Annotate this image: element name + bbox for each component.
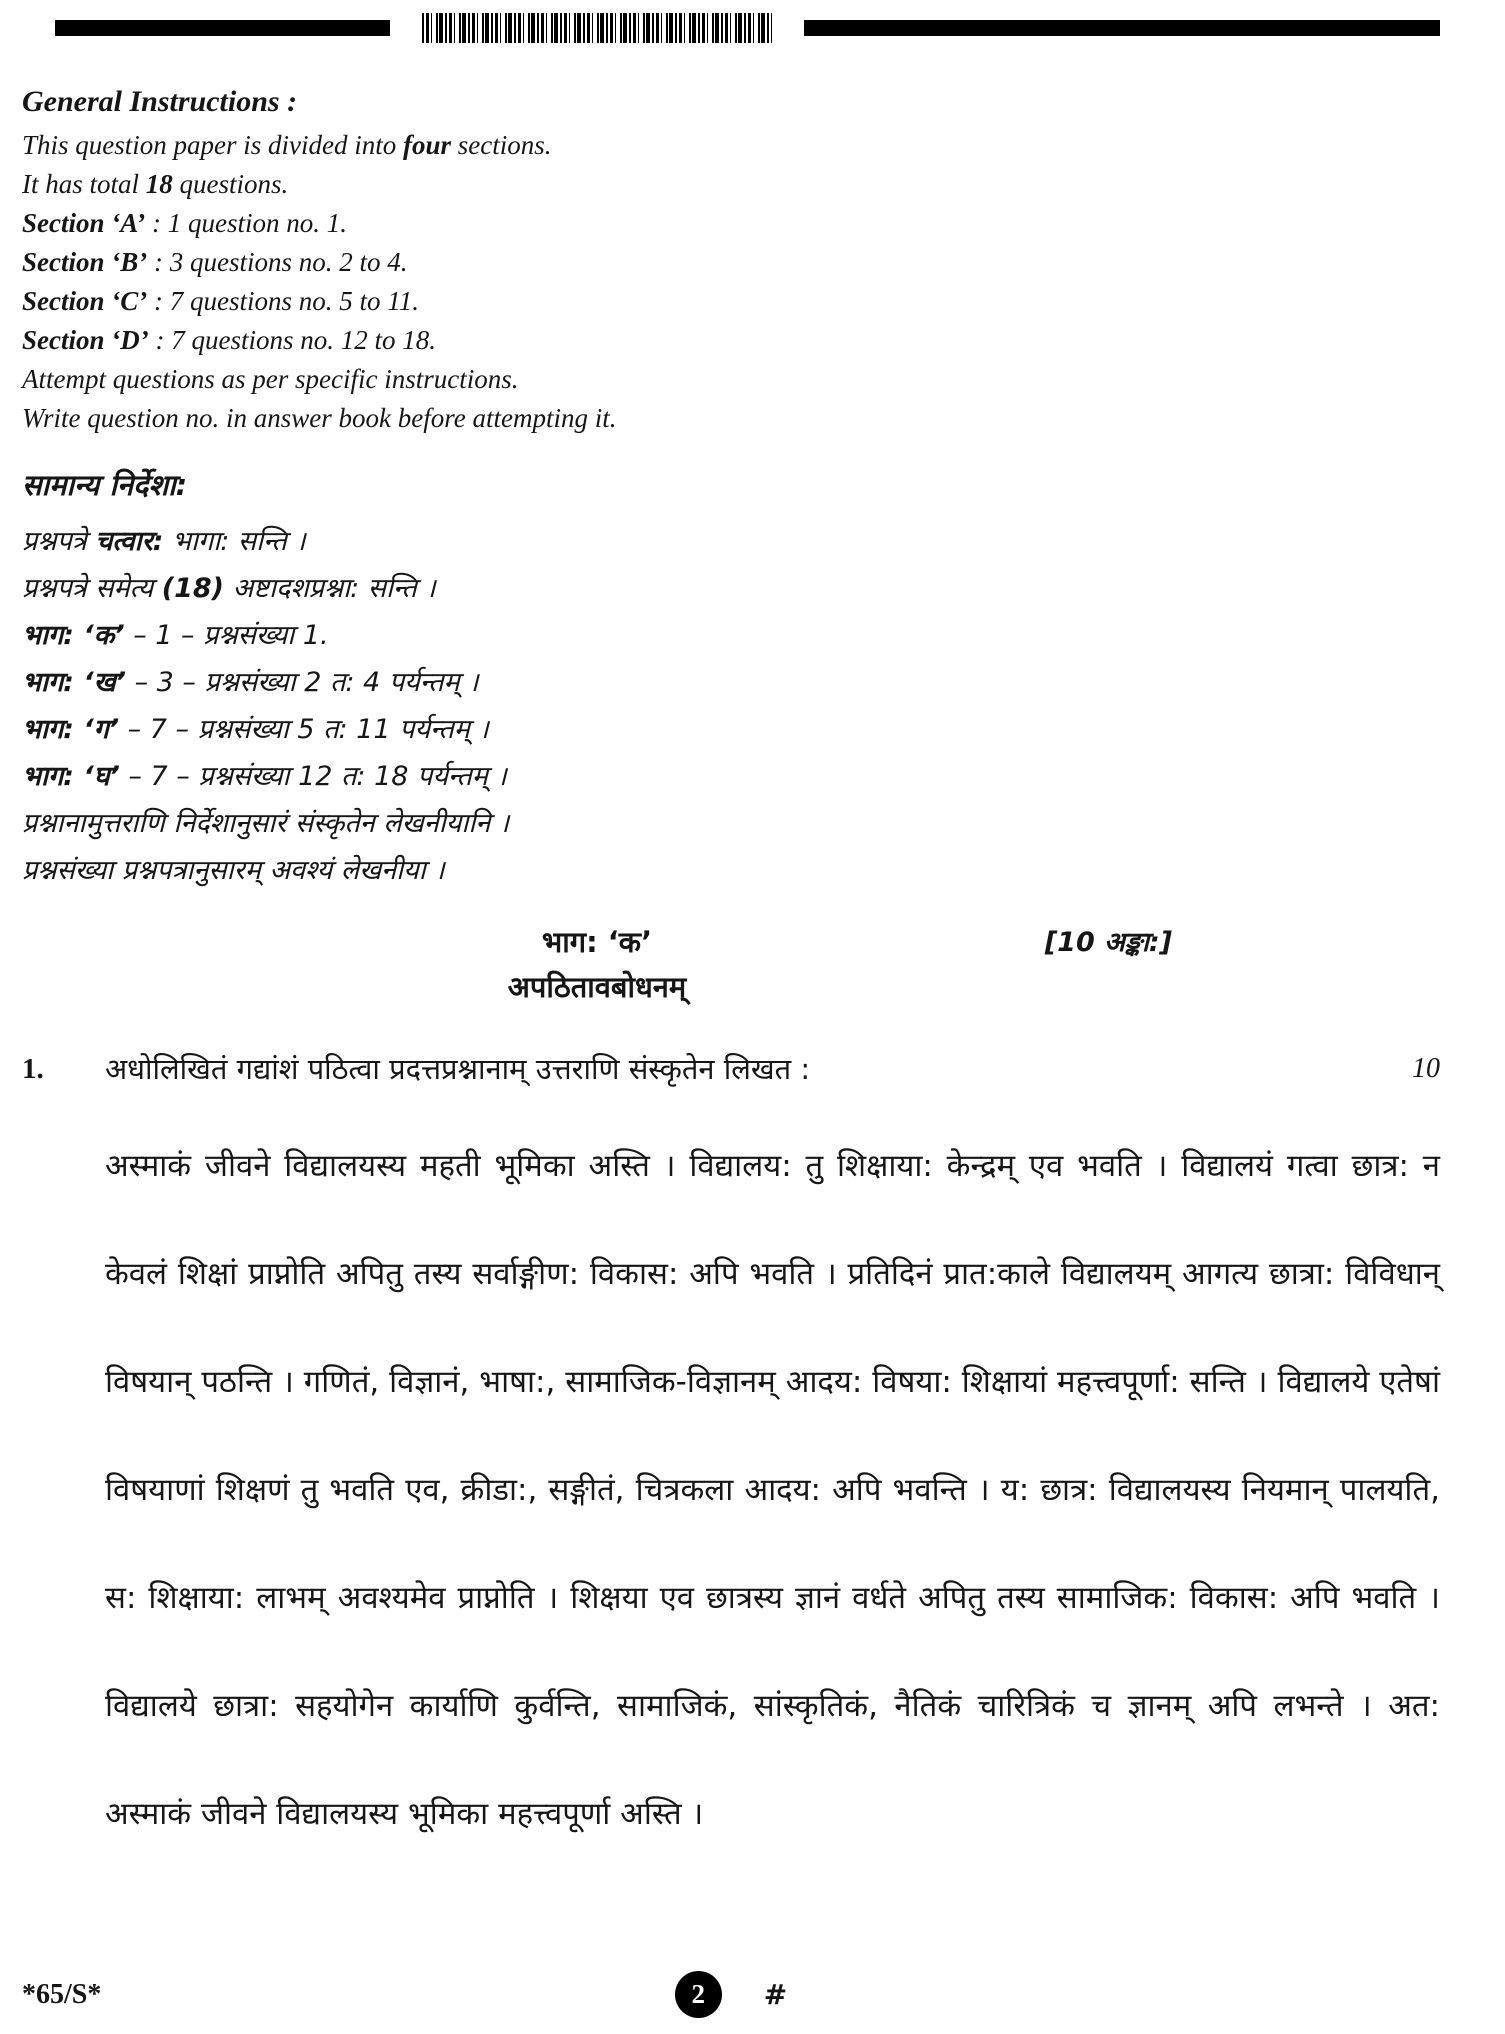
general-instructions-heading: General Instructions : xyxy=(22,85,298,118)
text-segment-bold: Section ‘A’ xyxy=(22,208,146,238)
instruction-line-attempt: Attempt questions as per specific instructions. xyxy=(22,364,519,394)
barcode xyxy=(422,13,772,43)
sanskrit-line-bhag-ga xyxy=(22,706,1440,753)
instruction-line-section-c xyxy=(22,282,1440,321)
text-segment: – 3 – प्रश्नसंख्या 2 त: 4 पर्यन्तम् । xyxy=(125,667,479,698)
part-marks-label: [10 अङ्का:] xyxy=(1044,927,1172,958)
text-segment: – 1 – प्रश्नसंख्या 1. xyxy=(124,620,329,651)
text-segment-bold: चत्वार: xyxy=(95,526,164,557)
sanskrit-line-total xyxy=(22,565,1440,612)
instruction-line-divided xyxy=(22,126,1440,165)
question-number: 1. xyxy=(22,1053,44,1085)
general-instructions-section xyxy=(22,80,1440,438)
page-footer xyxy=(0,1971,1505,2018)
text-segment: : 1 question no. 1. xyxy=(145,208,347,238)
text-segment: This question paper is divided into xyxy=(22,130,403,160)
part-heading xyxy=(22,920,1172,1010)
instruction-line-write: Write question no. in answer book before attempting it. xyxy=(22,403,617,433)
text-segment: – 7 – प्रश्नसंख्या 12 त: 18 पर्यन्तम् । xyxy=(119,761,507,792)
sanskrit-line-bhag-kha xyxy=(22,659,1440,706)
sanskrit-line-parts xyxy=(22,518,1440,565)
instruction-line-section-a xyxy=(22,204,1440,243)
left-black-bar xyxy=(55,20,390,36)
text-segment: : 7 questions no. 12 to 18. xyxy=(148,325,436,355)
text-segment: sections. xyxy=(451,130,552,160)
text-segment-bold: Section ‘B’ xyxy=(22,247,148,277)
instruction-line-total xyxy=(22,165,1440,204)
sanskrit-instructions-section xyxy=(22,460,1440,894)
instruction-line-section-d xyxy=(22,321,1440,360)
top-strip xyxy=(22,10,1440,46)
text-segment-bold: four xyxy=(403,130,452,160)
right-black-bar xyxy=(804,20,1440,36)
part-subtitle: अपठितावबोधनम् xyxy=(507,970,687,1004)
page-number-badge: 2 xyxy=(675,1971,722,2018)
text-segment-bold: (18) xyxy=(161,573,225,604)
text-segment: questions. xyxy=(172,169,289,199)
question-passage: अस्माकं जीवने विद्यालयस्य महती भूमिका अस्ति । विद्यालय: तु शिक्षाया: केन्द्रम् एव भवति । विद्यालयं गत्वा छात्र: न केवलं शिक्षां प्राप्नोति अपितु तस्य सर्वाङ्गीण: विकास: अपि भवति । प्रतिदिनं प्रात:काले विद्यालयम् आगत्य छात्रा: विविधान् विषयान् पठन्ति । गणितं, विज्ञानं, भाषा:, सामाजिक-विज्ञानम् आदय: विषया: शिक्षायां महत्त्वपूर्णा: सन्ति । विद्यालये एतेषां विषयाणां शिक्षणं तु भवति एव, क्रीडा:, सङ्गीतं, चित्रकला आदय: अपि भवन्ति । य: छात्र: विद्यालयस्य नियमान् पालयति, स: शिक्षाया: लाभम् अवश्यमेव प्राप्नोति । शिक्षया एव छात्रस्य ज्ञानं वर्धते अपितु तस्य सामाजिक: विकास: अपि भवति । विद्यालये छात्रा: सहयोगेन कार्याणि कुर्वन्ति, सामाजिकं, सांस्कृतिकं, नैतिकं चारित्रिकं च ज्ञानम् अपि लभन्ते । अत: अस्माकं जीवने विद्यालयस्य भूमिका महत्त्वपूर्णा अस्ति । xyxy=(105,1148,1440,1832)
text-segment-bold: भाग: ‘ख’ xyxy=(22,667,126,698)
text-segment: भागा: सन्ति । xyxy=(163,526,306,557)
text-segment-bold: भाग: ‘क’ xyxy=(22,620,125,651)
sanskrit-line-answers-note: प्रश्नानामुत्तराणि निर्देशानुसारं संस्कृतेन लेखनीयानि । xyxy=(22,808,510,839)
text-segment: : 3 questions no. 2 to 4. xyxy=(147,247,408,277)
sanskrit-line-bhag-gha xyxy=(22,753,1440,800)
text-segment: अष्टादशप्रश्ना: सन्ति । xyxy=(224,573,436,604)
sanskrit-line-bhag-ka xyxy=(22,612,1440,659)
text-segment-bold: 18 xyxy=(145,169,173,199)
text-segment-bold: भाग: ‘घ’ xyxy=(22,761,120,792)
paper-code: *65/S* xyxy=(22,1978,102,2010)
sanskrit-line-numbering-note: प्रश्नसंख्या प्रश्नपत्रानुसारम् अवश्यं लेखनीया । xyxy=(22,855,445,886)
sanskrit-instructions-heading: सामान्य निर्देशा: xyxy=(22,468,188,502)
text-segment: – 7 – प्रश्नसंख्या 5 त: 11 पर्यन्तम् । xyxy=(119,714,489,745)
text-segment-bold: Section ‘D’ xyxy=(22,325,149,355)
text-segment-bold: भाग: ‘ग’ xyxy=(22,714,120,745)
instruction-line-section-b xyxy=(22,243,1440,282)
question-marks: 10 xyxy=(1412,1053,1440,1084)
text-segment-bold: Section ‘C’ xyxy=(22,286,148,316)
text-segment: It has total xyxy=(22,169,146,199)
question-1 xyxy=(22,1044,1440,1094)
question-prompt: अधोलिखितं गद्यांशं पठित्वा प्रदत्तप्रश्नानाम् उत्तराणि संस्कृतेन लिखत : xyxy=(105,1052,811,1086)
text-segment: प्रश्नपत्रे समेत्य xyxy=(22,573,162,604)
part-title: भाग: ‘क’ xyxy=(541,925,653,959)
text-segment: : 7 questions no. 5 to 11. xyxy=(147,286,419,316)
hash-mark: # xyxy=(763,1978,788,2011)
text-segment: प्रश्नपत्रे xyxy=(22,526,96,557)
